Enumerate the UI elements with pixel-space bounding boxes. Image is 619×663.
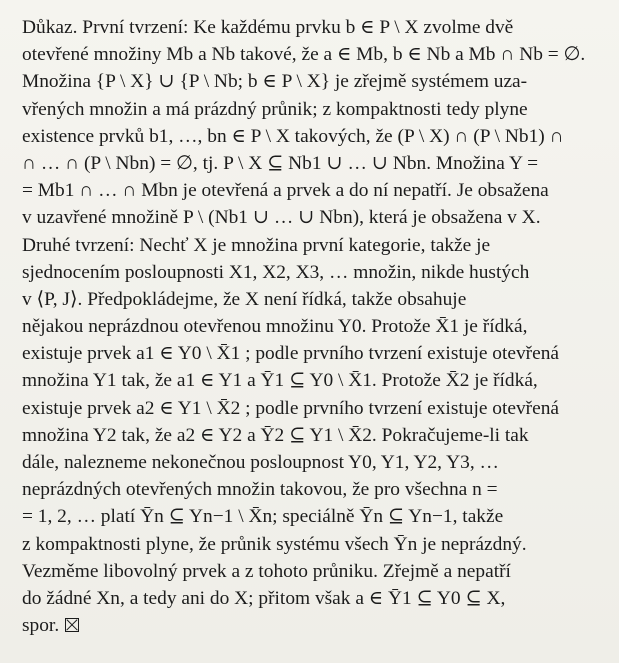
text-line-17: dále, nalezneme nekonečnou posloupnost Y0, Y1, Y2, Y3, …: [22, 452, 499, 473]
text-line-9: Druhé tvrzení: Nechť X je množina první kategorie, takže je: [22, 234, 491, 256]
end-of-proof-box-icon: [65, 618, 79, 632]
text-line-13: existuje prvek a1 ∈ Y0 \ X̄1 ; podle prvního tvrzení existuje otevřená: [22, 343, 560, 365]
text-line-18: neprázdných otevřených množin takovou, že pro všechna n =: [22, 479, 498, 501]
text-line-23: [22, 612, 604, 639]
text-line-14: množina Y1 tak, že a1 ∈ Y1 a Ȳ1 ⊆ Y0 \ X̄1. Protože X̄2 je řídká,: [22, 370, 538, 392]
text-line-22: do žádné Xn, a tedy ani do X; přitom však a ∈ Ȳ1 ⊆ Y0 ⊆ X,: [22, 587, 506, 609]
text-line-20: z kompaktnosti plyne, že průnik systému všech Ȳn je neprázdný.: [22, 533, 527, 555]
text-line-12: nějakou neprázdnou otevřenou množinu Y0. Protože X̄1 je řídká,: [22, 316, 528, 338]
text-line-6: ∩ … ∩ (P \ Nbn) = ∅, tj. P \ X ⊆ Nb1 ∪ … ∪ Nbn. Množina Y =: [22, 152, 539, 174]
text-line-19: = 1, 2, … platí Ȳn ⊆ Yn−1 \ X̄n; speciálně Ȳn ⊆ Yn−1, takže: [22, 506, 504, 528]
text-line-15: existuje prvek a2 ∈ Y1 \ X̄2 ; podle prvního tvrzení existuje otevřená: [22, 397, 560, 419]
text-line-16: množina Y2 tak, že a2 ∈ Y2 a Ȳ2 ⊆ Y1 \ X̄2. Pokračujeme-li tak: [22, 424, 529, 446]
text-line-11: v ⟨P, J⟩. Předpokládejme, že X není řídká, takže obsahuje: [22, 288, 467, 310]
text-line-4: vřených množin a má prázdný průnik; z kompaktnosti tedy plyne: [22, 98, 528, 120]
text-line-7: = Mb1 ∩ … ∩ Mbn je otevřená a prvek a do ní nepatří. Je obsažena: [22, 180, 549, 202]
text-line-23-content: spor.: [22, 615, 60, 637]
text-line-10: sjednocením posloupnosti X1, X2, X3, … množin, nikde hustých: [22, 261, 530, 283]
proof-text: [22, 14, 604, 639]
text-line-8: v uzavřené množině P \ (Nb1 ∪ … ∪ Nbn), která je obsažena v X.: [22, 207, 541, 229]
text-line-3: Množina {P \ X} ∪ {P \ Nb; b ∈ P \ X} je zřejmě systémem uza-: [22, 71, 528, 93]
text-line-21: Vezměme libovolný prvek a z tohoto průniku. Zřejmě a nepatří: [22, 560, 511, 582]
text-line-2: otevřené množiny Mb a Nb takové, že a ∈ Mb, b ∈ Nb a Mb ∩ Nb = ∅.: [22, 44, 586, 66]
text-line-1: Důkaz. První tvrzení: Ke každému prvku b ∈ P \ X zvolme dvě: [22, 17, 514, 38]
text-line-5: existence prvků b1, …, bn ∈ P \ X takových, že (P \ X) ∩ (P \ Nb1) ∩: [22, 125, 564, 147]
